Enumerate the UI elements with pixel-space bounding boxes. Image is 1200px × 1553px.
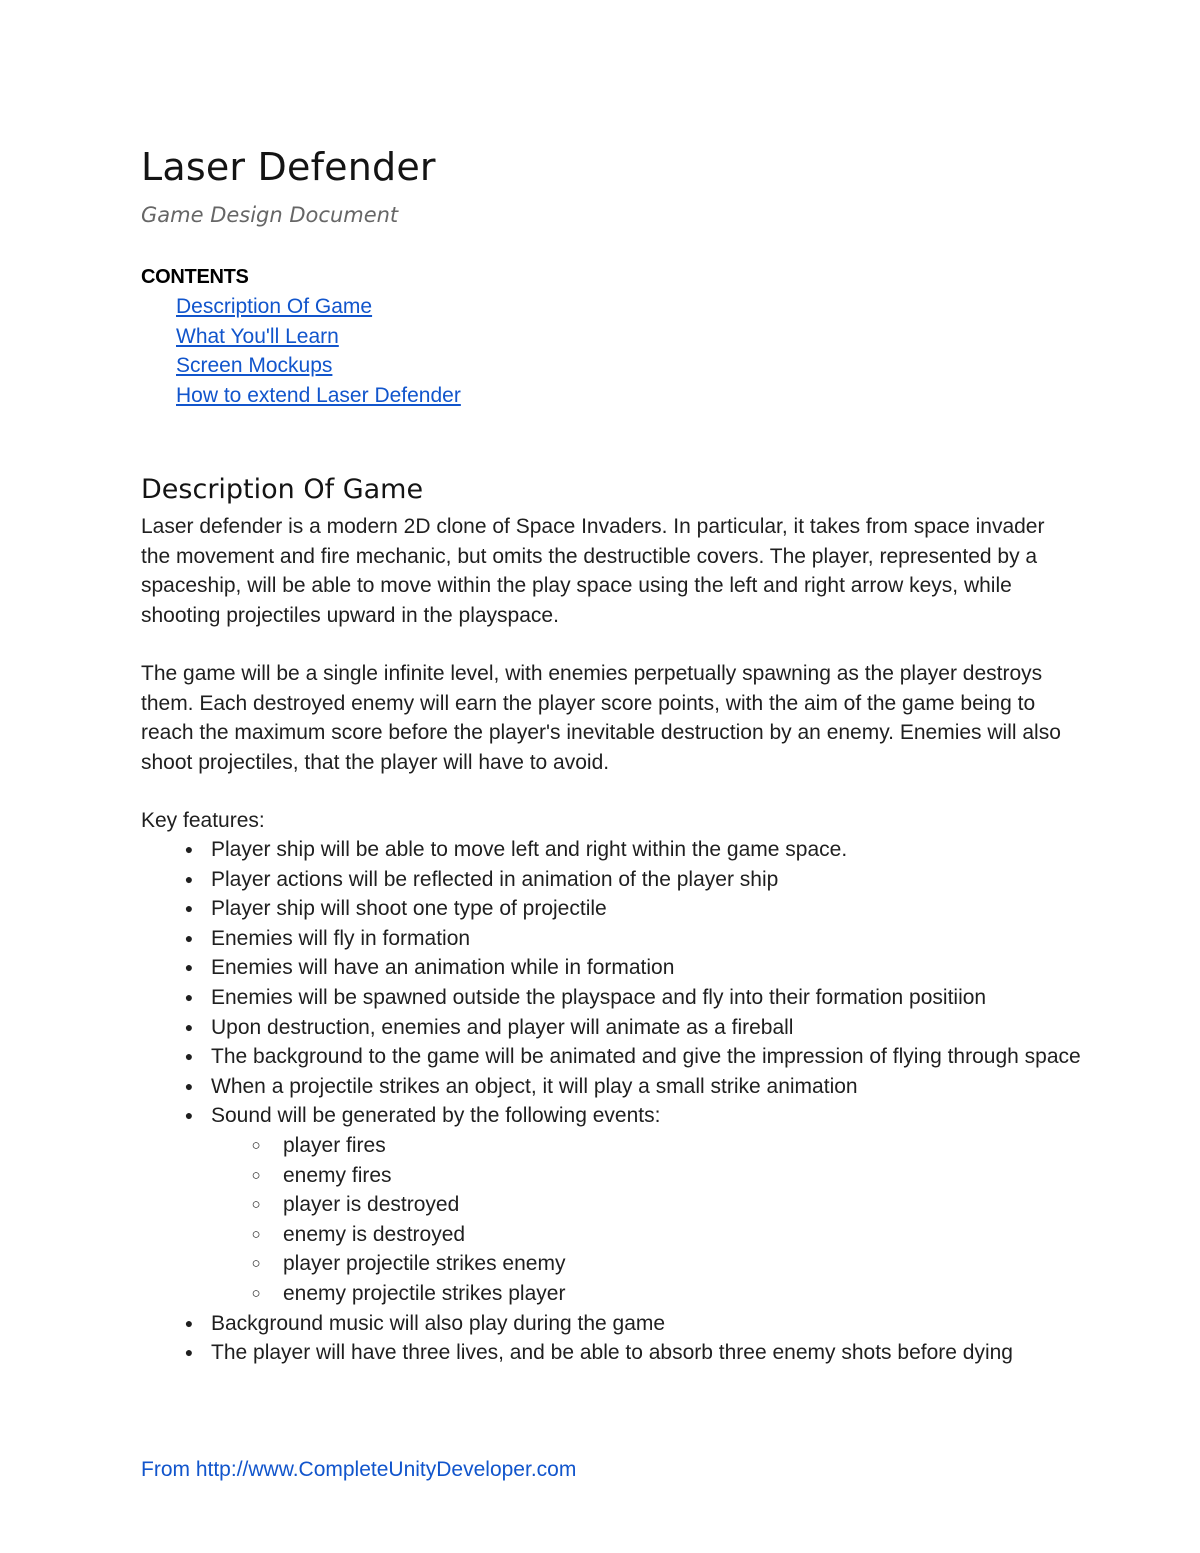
feature-text: Player ship will shoot one type of projectile (211, 897, 607, 921)
toc-item (176, 381, 461, 411)
feature-text: Enemies will be spawned outside the playspace and fly into their formation positiion (211, 985, 987, 1009)
bullet-icon: ● (184, 1344, 194, 1361)
description-paragraph: The game will be a single infinite level, with enemies perpetually spawning as the player destroys them. Each destroyed enemy will earn the player score points, with the aim of the game being to reach the maximum score before the player's inevitable destruction by an enemy. Enemies will also shoot projectiles, that the player will have to avoid. (141, 662, 1061, 774)
key-features-label: Key features: (141, 809, 265, 832)
circle-bullet-icon: ○ (251, 1196, 261, 1214)
bullet-icon: ● (184, 841, 194, 857)
toc-link-screen-mockups[interactable]: Screen Mockups (176, 354, 333, 377)
list-item (141, 1279, 1091, 1309)
circle-bullet-icon: ○ (251, 1225, 261, 1243)
list-item (141, 1249, 1091, 1279)
feature-text: When a projectile strikes an object, it will play a small strike animation (211, 1074, 858, 1098)
sound-event-text: enemy is destroyed (283, 1222, 466, 1246)
list-item (141, 1131, 1091, 1161)
bullet-icon: ● (184, 1314, 194, 1331)
bullet-icon: ● (184, 988, 194, 1005)
sound-event-text: player is destroyed (283, 1193, 460, 1217)
toc-link-what-youll-learn[interactable]: What You'll Learn (176, 324, 339, 348)
list-item (141, 865, 1091, 895)
feature-text: Enemies will fly in formation (211, 926, 471, 950)
description-paragraph: Laser defender is a modern 2D clone of Space Invaders. In particular, it takes from space invader the movement and fire mechanic, but omits the destructible covers. The player, represented by a spaceship, will be able to move within the play space using the left and right arrow keys, while shooting projectiles upward in the playspace. (141, 515, 1045, 627)
list-item (141, 1101, 1091, 1308)
toc-link-how-to-extend[interactable]: How to extend Laser Defender (176, 383, 461, 407)
feature-text: Sound will be generated by the following events: (211, 1104, 661, 1128)
bullet-icon: ● (184, 1107, 194, 1124)
list-item (141, 983, 1091, 1013)
list-item (141, 1220, 1091, 1250)
key-features-list (141, 835, 1091, 1368)
list-item (141, 1190, 1091, 1220)
sound-event-text: player projectile strikes enemy (283, 1252, 566, 1276)
circle-bullet-icon: ○ (251, 1166, 261, 1184)
table-of-contents (176, 292, 461, 410)
bullet-icon: ● (184, 929, 194, 946)
list-item (141, 1338, 1091, 1368)
list-item (141, 1072, 1091, 1102)
toc-link-description[interactable]: Description Of Game (176, 295, 373, 318)
document-title: Laser Defender (141, 145, 436, 189)
sound-events-list (211, 1131, 1091, 1309)
bullet-icon: ● (184, 959, 194, 976)
bullet-icon: ● (184, 1018, 194, 1035)
list-item (141, 1161, 1091, 1191)
bullet-icon: ● (184, 900, 194, 917)
footer-source-link[interactable]: From http://www.CompleteUnityDeveloper.com (141, 1458, 577, 1481)
bullet-icon: ● (184, 870, 194, 887)
list-item (141, 1042, 1091, 1072)
sound-event-text: player fires (283, 1133, 386, 1157)
feature-text: Background music will also play during the game (211, 1311, 666, 1335)
circle-bullet-icon: ○ (251, 1255, 261, 1273)
feature-text: The background to the game will be animated and give the impression of flying through space (211, 1045, 1081, 1069)
toc-item (176, 292, 461, 322)
bullet-icon: ● (184, 1077, 194, 1094)
section-heading-description: Description Of Game (141, 474, 424, 505)
feature-text: Player actions will be reflected in animation of the player ship (211, 867, 779, 891)
toc-item (176, 322, 461, 352)
list-item (141, 1013, 1091, 1043)
toc-item (176, 351, 461, 381)
circle-bullet-icon: ○ (251, 1284, 261, 1302)
document-subtitle: Game Design Document (141, 203, 399, 227)
feature-text: Enemies will have an animation while in formation (211, 956, 675, 980)
list-item (141, 924, 1091, 954)
list-item (141, 894, 1091, 924)
contents-heading: CONTENTS (141, 266, 249, 288)
list-item (141, 1309, 1091, 1339)
sound-event-text: enemy fires (283, 1163, 392, 1187)
feature-text: Upon destruction, enemies and player will animate as a fireball (211, 1015, 794, 1039)
list-item (141, 953, 1091, 983)
circle-bullet-icon: ○ (251, 1136, 261, 1154)
list-item (141, 835, 1091, 865)
bullet-icon: ● (184, 1048, 194, 1065)
feature-text: The player will have three lives, and be able to absorb three enemy shots before dying (211, 1341, 1013, 1365)
sound-event-text: enemy projectile strikes player (283, 1281, 566, 1305)
feature-text: Player ship will be able to move left and right within the game space. (211, 838, 848, 861)
